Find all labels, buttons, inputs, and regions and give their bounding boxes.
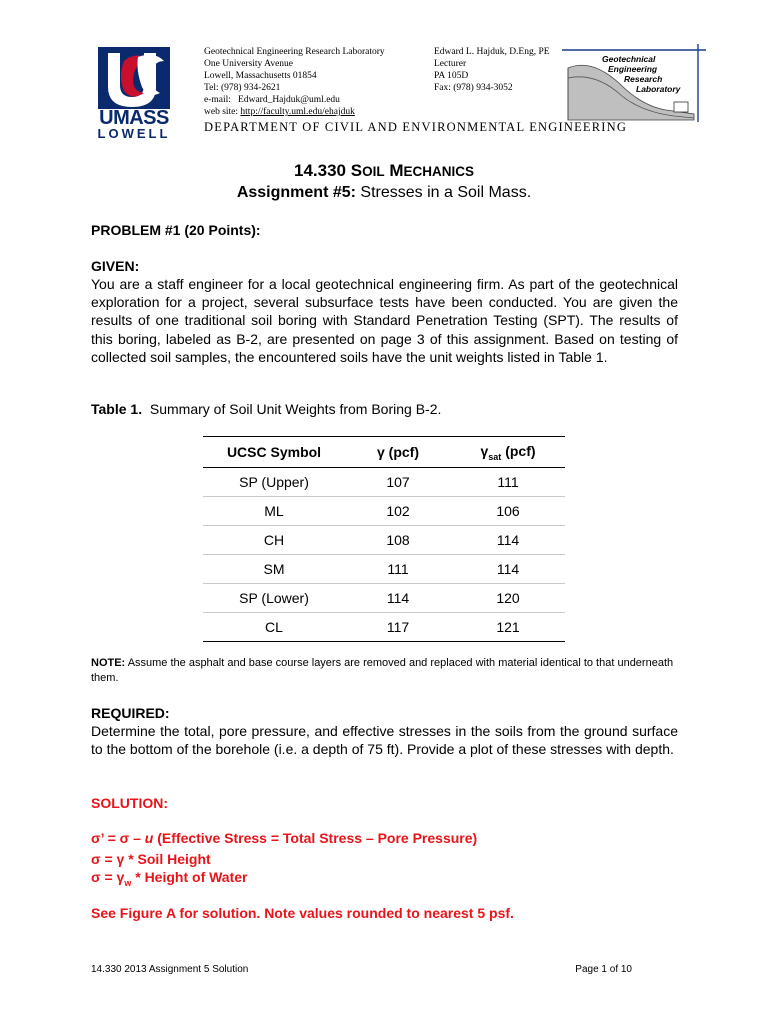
cell-gamma: 108 bbox=[345, 526, 451, 555]
lab-address-line1: One University Avenue bbox=[204, 59, 293, 69]
course-number: 14.330 bbox=[294, 161, 346, 180]
header-gamma bbox=[345, 437, 451, 468]
lab-contact-block bbox=[204, 46, 385, 118]
gamma-sat-symbol: γ bbox=[480, 442, 489, 459]
cell-gamma-sat: 114 bbox=[451, 526, 565, 555]
course-soil-rest: OIL bbox=[362, 164, 385, 179]
lab-logo-line3: Research bbox=[624, 74, 663, 84]
note-paragraph bbox=[91, 656, 681, 686]
gamma-sat-subscript: sat bbox=[488, 451, 502, 462]
solution-note: See Figure A for solution. Note values rounded to nearest 5 psf. bbox=[91, 905, 514, 921]
umass-logo-mark bbox=[98, 47, 170, 109]
cell-symbol: SM bbox=[203, 555, 345, 584]
lab-logo-line4: Laboratory bbox=[636, 84, 681, 94]
given-paragraph: You are a staff engineer for a local geotechnical engineering firm. As part of the geotechnical exploration for a project, several subsurface tests have been conducted. You are given the results of one traditional soil boring with Standard Penetration Testing (SPT). The results of this boring, labeled as B-2, are presented on page 3 of this assignment. Based on testing of collected soil samples, the encountered soils have the unit weights listed in Table 1. bbox=[91, 276, 678, 365]
course-word-soil bbox=[351, 161, 385, 180]
cell-symbol: CH bbox=[203, 526, 345, 555]
table-caption-label: Table 1. bbox=[91, 401, 143, 417]
footer-document-title: 14.330 2013 Assignment 5 Solution bbox=[91, 964, 249, 975]
course-title bbox=[0, 161, 768, 181]
table-caption bbox=[91, 401, 441, 417]
person-name: Edward L. Hajduk, D.Eng, PE bbox=[434, 47, 550, 57]
problem-heading: PROBLEM #1 (20 Points): bbox=[91, 222, 261, 238]
cell-symbol: CL bbox=[203, 613, 345, 642]
umass-lowell-logo bbox=[94, 47, 174, 143]
cell-gamma: 102 bbox=[345, 497, 451, 526]
note-text: Assume the asphalt and base course layers are removed and replaced with material identical to that underneath them. bbox=[91, 657, 674, 684]
cell-gamma-sat: 120 bbox=[451, 584, 565, 613]
note-label: NOTE: bbox=[91, 657, 126, 669]
solution-heading: SOLUTION: bbox=[91, 795, 168, 811]
lab-logo-line2: Engineering bbox=[608, 64, 658, 74]
email-label: e-mail: bbox=[204, 95, 231, 105]
footer-page-number: Page 1 of 10 bbox=[575, 964, 632, 975]
required-heading: REQUIRED: bbox=[91, 705, 170, 721]
given-heading: GIVEN: bbox=[91, 258, 140, 274]
cell-gamma: 111 bbox=[345, 555, 451, 584]
table-row bbox=[203, 555, 565, 584]
eq3-part2: * Height of Water bbox=[131, 869, 248, 885]
cell-gamma: 114 bbox=[345, 584, 451, 613]
cell-symbol: ML bbox=[203, 497, 345, 526]
person-title: Lecturer bbox=[434, 59, 467, 69]
lab-name: Geotechnical Engineering Research Laboratory bbox=[204, 47, 385, 57]
cell-gamma-sat: 106 bbox=[451, 497, 565, 526]
lab-address-line2: Lowell, Massachusetts 01854 bbox=[204, 71, 317, 81]
geotechnical-lab-logo bbox=[562, 44, 706, 122]
cell-gamma-sat: 111 bbox=[451, 468, 565, 497]
eq3-subscript: w bbox=[124, 877, 132, 888]
table-row bbox=[203, 526, 565, 555]
lab-email-row bbox=[204, 94, 385, 106]
table-caption-text: Summary of Soil Unit Weights from Boring B-2. bbox=[149, 401, 442, 417]
cell-symbol: SP (Lower) bbox=[203, 584, 345, 613]
eq1-part1: σ’ = σ – bbox=[91, 830, 145, 846]
website-label: web site: bbox=[204, 107, 239, 117]
email-address[interactable]: Edward_Hajduk@uml.edu bbox=[238, 95, 340, 105]
course-mechanics-rest: ECHANICS bbox=[403, 164, 474, 179]
lab-logo-line1: Geotechnical bbox=[602, 54, 656, 64]
table-header-row bbox=[203, 437, 565, 468]
cell-gamma-sat: 114 bbox=[451, 555, 565, 584]
eq3-part1: σ = γ bbox=[91, 869, 125, 885]
person-office: PA 105D bbox=[434, 71, 469, 81]
table-row bbox=[203, 613, 565, 642]
table-row bbox=[203, 584, 565, 613]
table-row bbox=[203, 468, 565, 497]
unit-weights-table bbox=[203, 436, 565, 642]
person-fax: Fax: (978) 934-3052 bbox=[434, 83, 513, 93]
cell-symbol: SP (Upper) bbox=[203, 468, 345, 497]
gamma-symbol: γ bbox=[376, 444, 385, 460]
gamma-unit: (pcf) bbox=[388, 444, 419, 460]
equation-water-stress bbox=[91, 869, 248, 888]
assignment-topic: Stresses in a Soil Mass. bbox=[360, 184, 532, 201]
course-soil-initial: S bbox=[350, 161, 363, 180]
header-ucsc-symbol: UCSC Symbol bbox=[203, 437, 345, 468]
gamma-sat-unit: (pcf) bbox=[505, 442, 536, 459]
logo-umass-text: UMASS bbox=[99, 107, 169, 129]
equation-effective-stress bbox=[91, 830, 477, 846]
department-name: DEPARTMENT OF CIVIL AND ENVIRONMENTAL ENGINEERING bbox=[204, 120, 628, 134]
course-word-mechanics bbox=[389, 161, 474, 180]
logo-lowell-text: LOWELL bbox=[97, 126, 171, 141]
course-mechanics-initial: M bbox=[389, 161, 404, 180]
lab-telephone: Tel: (978) 934-2621 bbox=[204, 83, 281, 93]
required-paragraph: Determine the total, pore pressure, and effective stresses in the soils from the ground surface to the bottom of the borehole (i.e. a depth of 75 ft). Provide a plot of these stresses with depth. bbox=[91, 723, 678, 758]
assignment-title bbox=[0, 184, 768, 202]
assignment-label: Assignment #5: bbox=[236, 184, 356, 201]
cell-gamma: 107 bbox=[345, 468, 451, 497]
table-row bbox=[203, 497, 565, 526]
website-link[interactable]: http://faculty.uml.edu/ehajduk bbox=[240, 107, 355, 117]
equation-total-stress: σ = γ * Soil Height bbox=[91, 851, 211, 867]
person-contact-block bbox=[434, 46, 550, 94]
cell-gamma: 117 bbox=[345, 613, 451, 642]
header-gamma-sat bbox=[451, 437, 565, 468]
lab-website-row bbox=[204, 106, 385, 118]
eq1-pore-symbol: u bbox=[144, 830, 154, 846]
eq1-part2: (Effective Stress = Total Stress – Pore Pressure) bbox=[153, 830, 478, 846]
cell-gamma-sat: 121 bbox=[451, 613, 565, 642]
